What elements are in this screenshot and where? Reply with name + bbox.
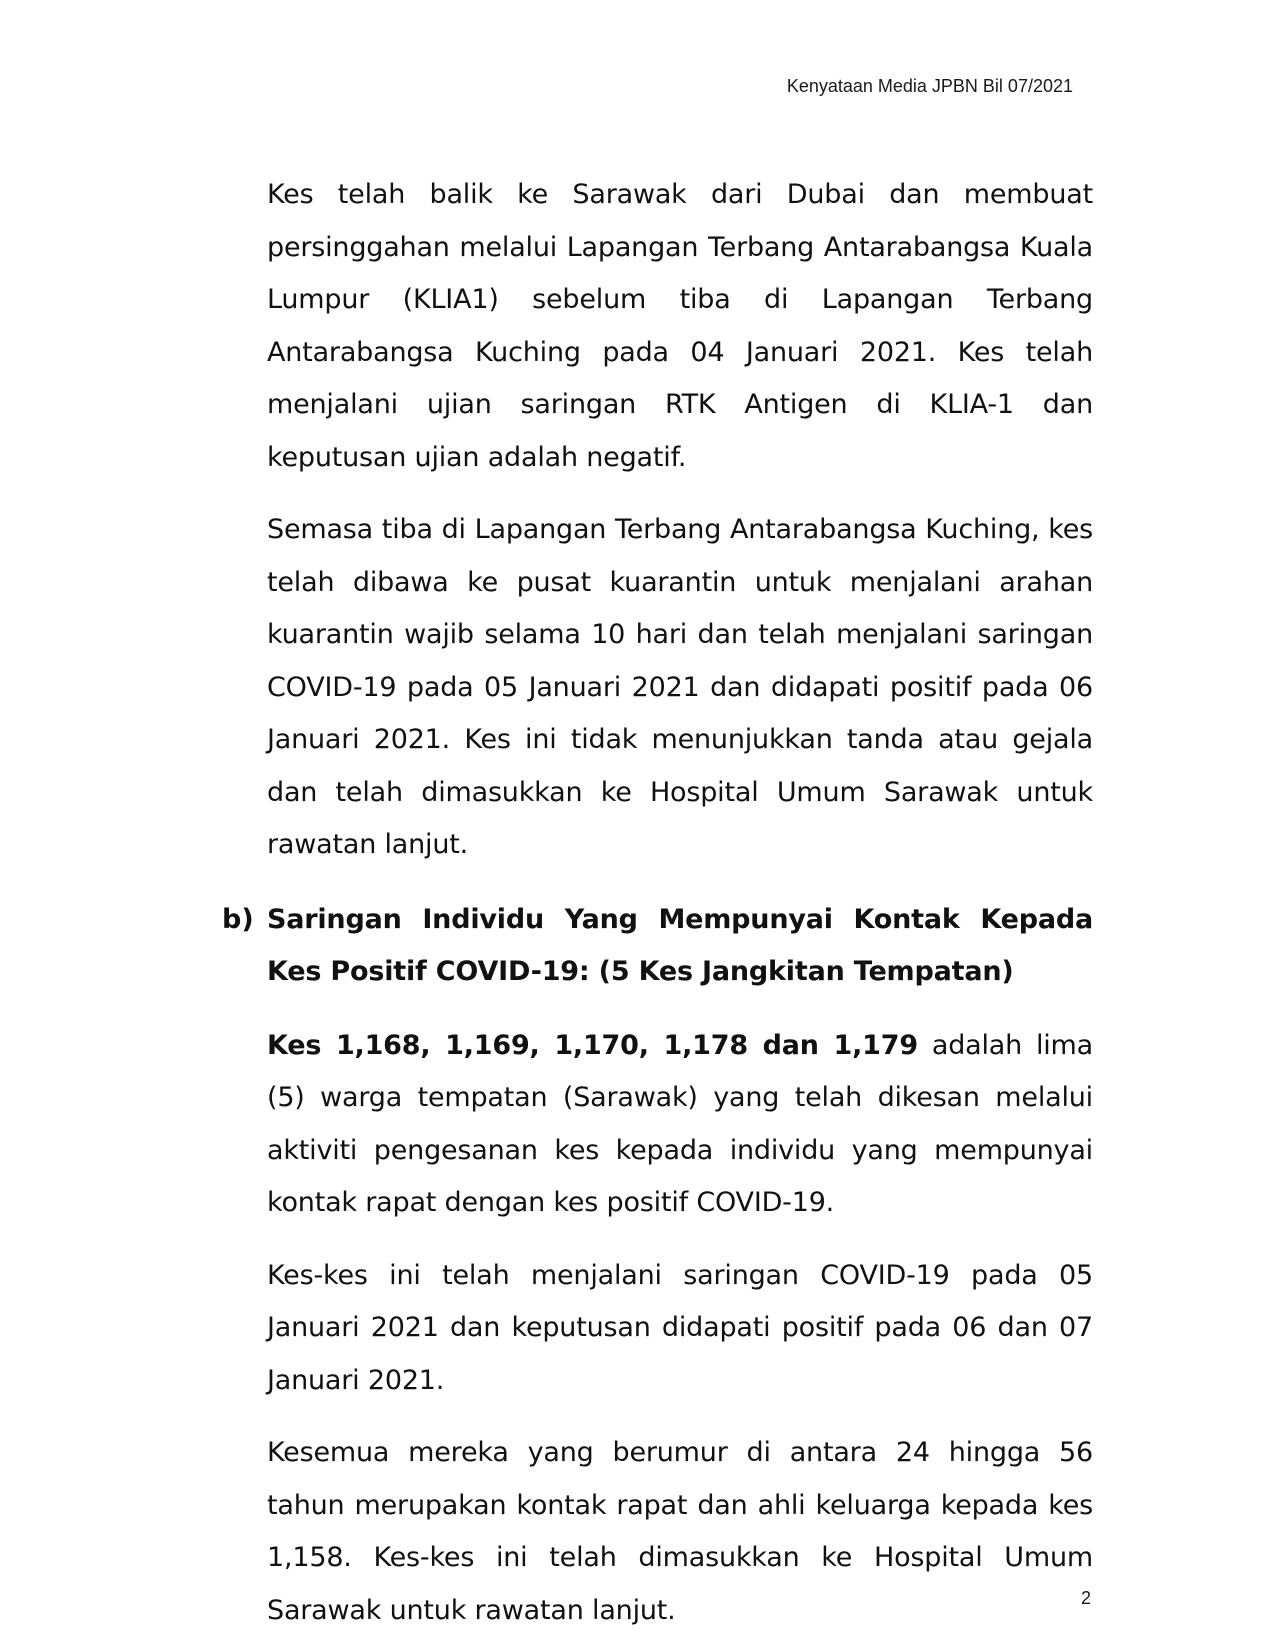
page-number: 2 [1081, 1588, 1092, 1608]
paragraph-local-cases [267, 1020, 1093, 1230]
section-b [222, 894, 1093, 1638]
section-b-marker: b) [222, 903, 254, 935]
section-b-title: Saringan Individu Yang Mempunyai Kontak Kepada Kes Positif COVID-19: (5 Kes Jangkitan Tempatan) [267, 903, 1093, 987]
case-numbers: Kes 1,168, 1,169, 1,170, 1,178 dan 1,179 [267, 1029, 918, 1061]
paragraph-local-cases-text: adalah lima (5) warga tempatan (Sarawak) yang telah dikesan melalui aktiviti pengesanan kes kepada individu yang mempunyai kontak rapat dengan kes positif COVID-19. [267, 1029, 1093, 1218]
document-body [222, 169, 1093, 1637]
paragraph-screening-results: Kes-kes ini telah menjalani saringan COVID-19 pada 05 Januari 2021 dan keputusan didapati positif pada 06 dan 07 Januari 2021. [267, 1259, 1093, 1396]
paragraph-quarantine: Semasa tiba di Lapangan Terbang Antarabangsa Kuching, kes telah dibawa ke pusat kuarantin untuk menjalani arahan kuarantin wajib selama 10 hari dan telah menjalani saringan COVID-19 pada 05 Januari 2021 dan didapati positif pada 06 Januari 2021. Kes ini tidak menunjukkan tanda atau gejala dan telah dimasukkan ke Hospital Umum Sarawak untuk rawatan lanjut. [267, 514, 1093, 860]
paragraph-close-contacts: Kesemua mereka yang berumur di antara 24 hingga 56 tahun merupakan kontak rapat dan ahli keluarga kepada kes 1,158. Kes-kes ini telah dimasukkan ke Hospital Umum Sarawak untuk rawatan lanjut. [267, 1437, 1093, 1626]
document-header-reference: Kenyataan Media JPBN Bil 07/2021 [786, 76, 1073, 96]
paragraph-travel-history: Kes telah balik ke Sarawak dari Dubai dan membuat persinggahan melalui Lapangan Terbang Antarabangsa Kuala Lumpur (KLIA1) sebelum tiba di Lapangan Terbang Antarabangsa Kuching pada 04 Januari 2021. Kes telah menjalani ujian saringan RTK Antigen di KLIA-1 dan keputusan ujian adalah negatif. [267, 179, 1093, 473]
